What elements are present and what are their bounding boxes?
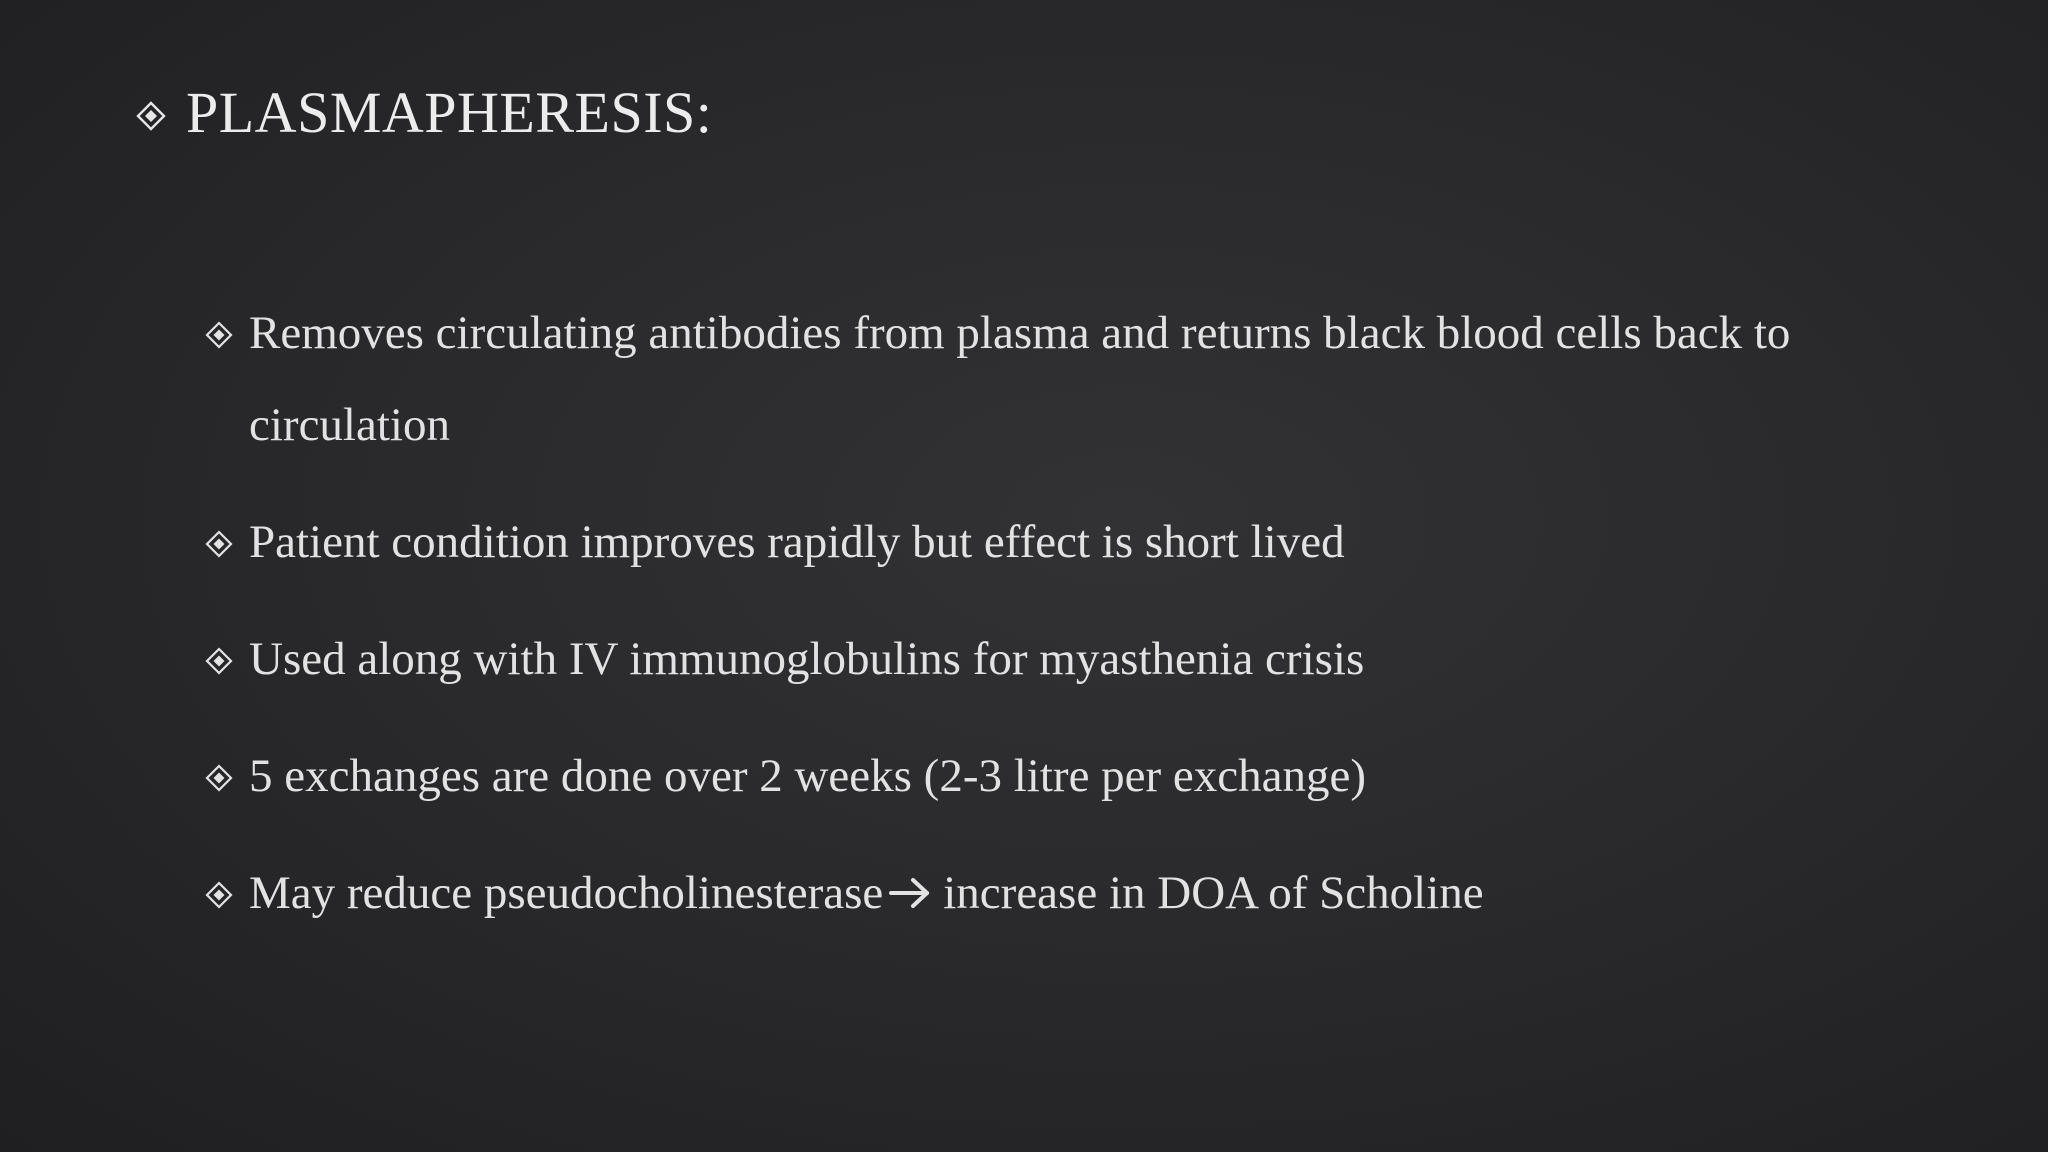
diamond-bullet-icon xyxy=(136,101,166,131)
bullet-text: 5 exchanges are done over 2 weeks (2-3 litre per exchange) xyxy=(249,750,1367,802)
bullet-item xyxy=(205,730,1905,822)
bullet-text: Patient condition improves rapidly but effect is short lived xyxy=(249,516,1345,568)
bullet-text: Used along with IV immunoglobulins for myasthenia crisis xyxy=(249,633,1365,685)
bullet-list xyxy=(205,287,1905,964)
diamond-bullet-icon xyxy=(205,530,233,558)
bullet-text: Removes circulating antibodies from plasma and returns black blood cells back to circulation xyxy=(249,307,1791,451)
right-arrow-icon xyxy=(887,876,933,910)
bullet-item xyxy=(205,287,1905,471)
slide-title-row xyxy=(136,78,712,148)
bullet-item xyxy=(205,847,1905,939)
bullet-text-before-arrow: May reduce pseudocholinesterase xyxy=(249,867,884,919)
diamond-bullet-icon xyxy=(205,881,233,909)
diamond-bullet-icon xyxy=(205,647,233,675)
diamond-bullet-icon xyxy=(205,321,233,349)
slide-title: PLASMAPHERESIS: xyxy=(186,80,713,145)
diamond-bullet-icon xyxy=(205,764,233,792)
bullet-text xyxy=(249,847,1905,939)
bullet-item xyxy=(205,613,1905,705)
bullet-text-after-arrow: increase in DOA of Scholine xyxy=(943,867,1484,919)
bullet-item xyxy=(205,496,1905,588)
